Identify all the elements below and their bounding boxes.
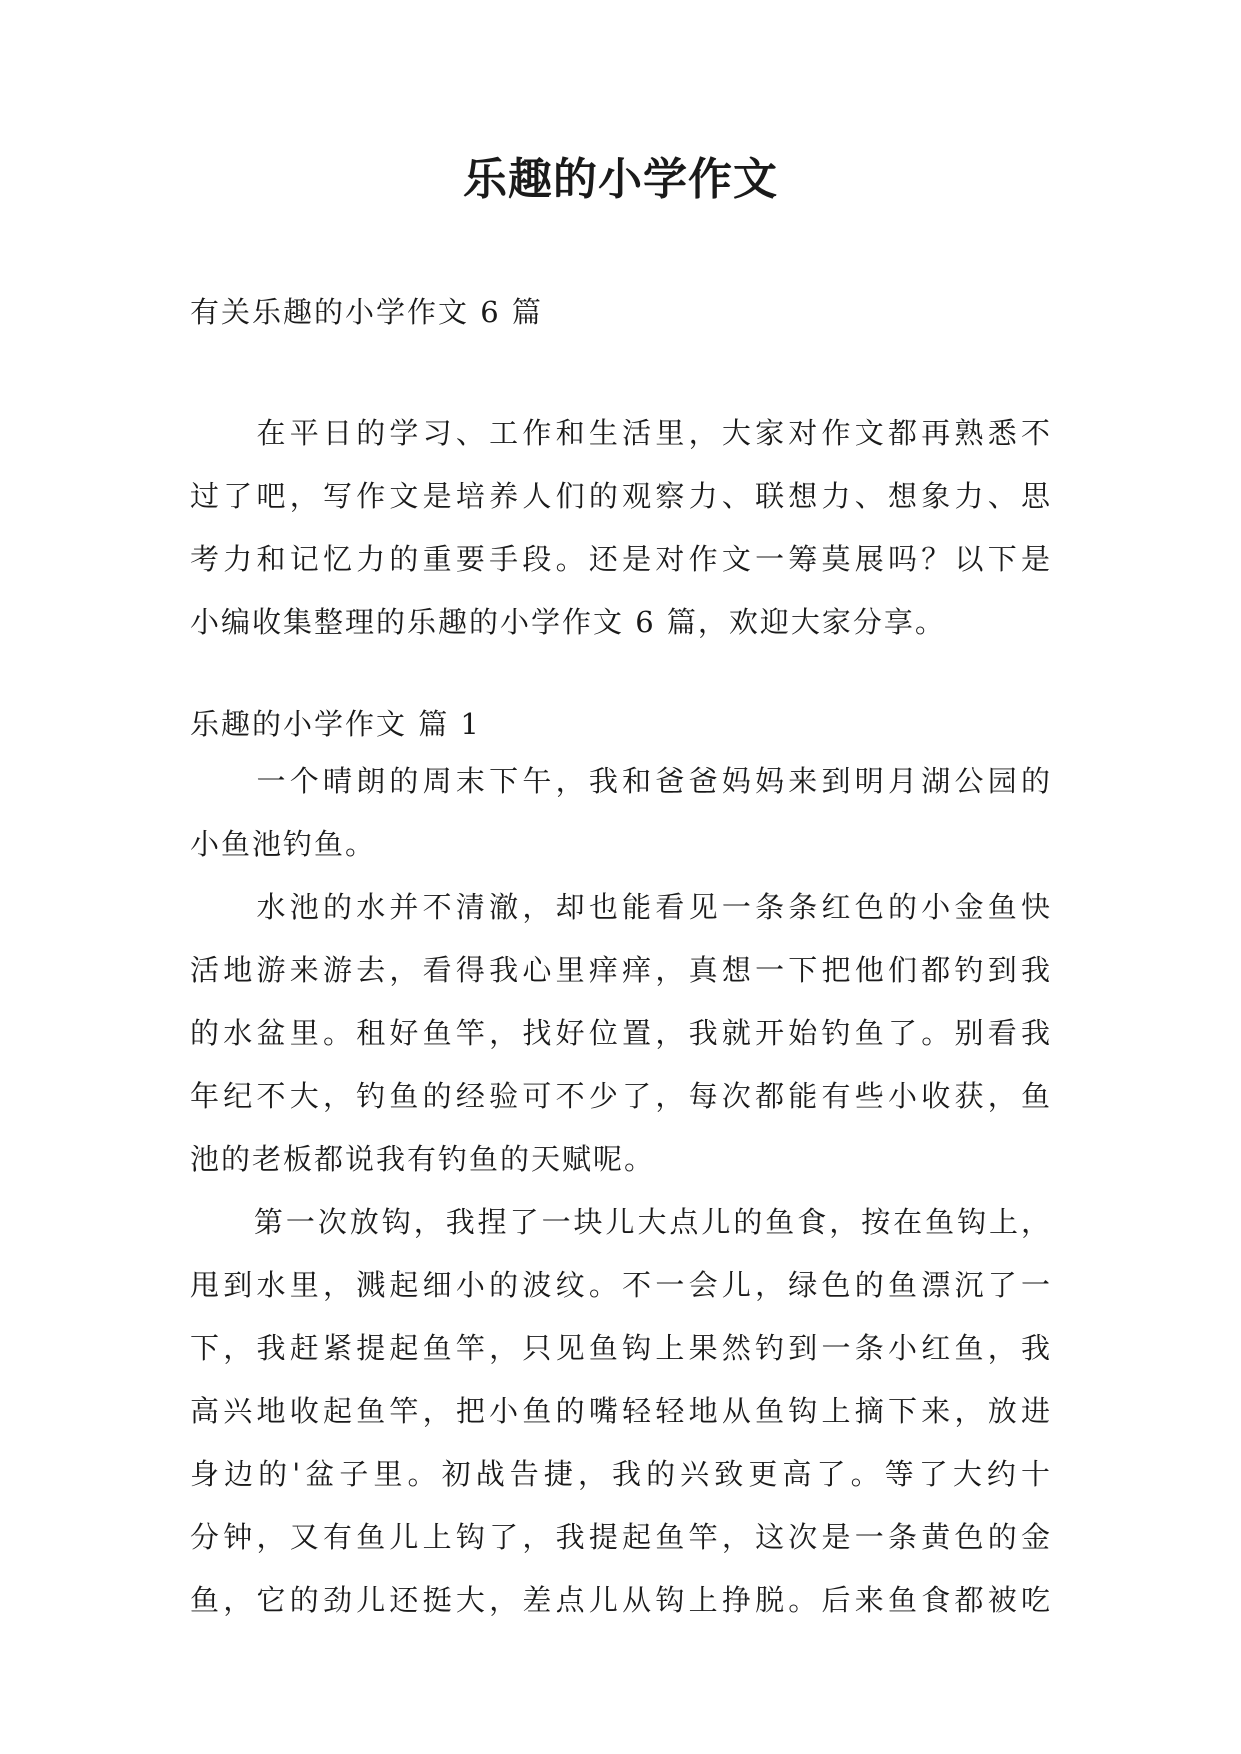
text-line: 过了吧，写作文是培养人们的观察力、联想力、想象力、思 bbox=[190, 479, 1052, 513]
text-line: 池的老板都说我有钓鱼的天赋呢。 bbox=[190, 1142, 656, 1176]
text-line: 一个晴朗的周末下午，我和爸爸妈妈来到明月湖公园的 bbox=[190, 764, 1052, 798]
text-line: 活地游来游去，看得我心里痒痒，真想一下把他们都钓到我 bbox=[190, 953, 1052, 987]
document-subtitle: 有关乐趣的小学作文 6 篇 bbox=[190, 295, 543, 329]
text-line: 第一次放钩，我捏了一块儿大点儿的鱼食，按在鱼钩上， bbox=[190, 1205, 1052, 1239]
essay-body bbox=[190, 750, 1052, 1632]
text-line: 考力和记忆力的重要手段。还是对作文一筹莫展吗？以下是 bbox=[190, 542, 1052, 576]
text-line: 高兴地收起鱼竿，把小鱼的嘴轻轻地从鱼钩上摘下来，放进 bbox=[190, 1394, 1052, 1428]
text-line: 在平日的学习、工作和生活里，大家对作文都再熟悉不 bbox=[190, 416, 1052, 450]
text-line: 年纪不大，钓鱼的经验可不少了，每次都能有些小收获，鱼 bbox=[190, 1079, 1052, 1113]
text-line: 分钟，又有鱼儿上钩了，我提起鱼竿，这次是一条黄色的金 bbox=[190, 1520, 1052, 1554]
text-line: 的水盆里。租好鱼竿，找好位置，我就开始钓鱼了。别看我 bbox=[190, 1016, 1052, 1050]
text-line: 下，我赶紧提起鱼竿，只见鱼钩上果然钓到一条小红鱼，我 bbox=[190, 1331, 1052, 1365]
text-line: 身边的'盆子里。初战告捷，我的兴致更高了。等了大约十 bbox=[190, 1457, 1052, 1491]
text-line: 鱼，它的劲儿还挺大，差点儿从钩上挣脱。后来鱼食都被吃 bbox=[190, 1583, 1052, 1617]
intro-paragraph bbox=[190, 402, 1052, 654]
document-title: 乐趣的小学作文 bbox=[463, 154, 778, 205]
text-line: 小编收集整理的乐趣的小学作文 6 篇，欢迎大家分享。 bbox=[190, 605, 946, 639]
text-line: 甩到水里，溅起细小的波纹。不一会儿，绿色的鱼漂沉了一 bbox=[190, 1268, 1052, 1302]
text-line: 水池的水并不清澈，却也能看见一条条红色的小金鱼快 bbox=[190, 890, 1052, 924]
section-heading: 乐趣的小学作文 篇 1 bbox=[190, 707, 481, 741]
text-line: 小鱼池钓鱼。 bbox=[190, 827, 377, 861]
